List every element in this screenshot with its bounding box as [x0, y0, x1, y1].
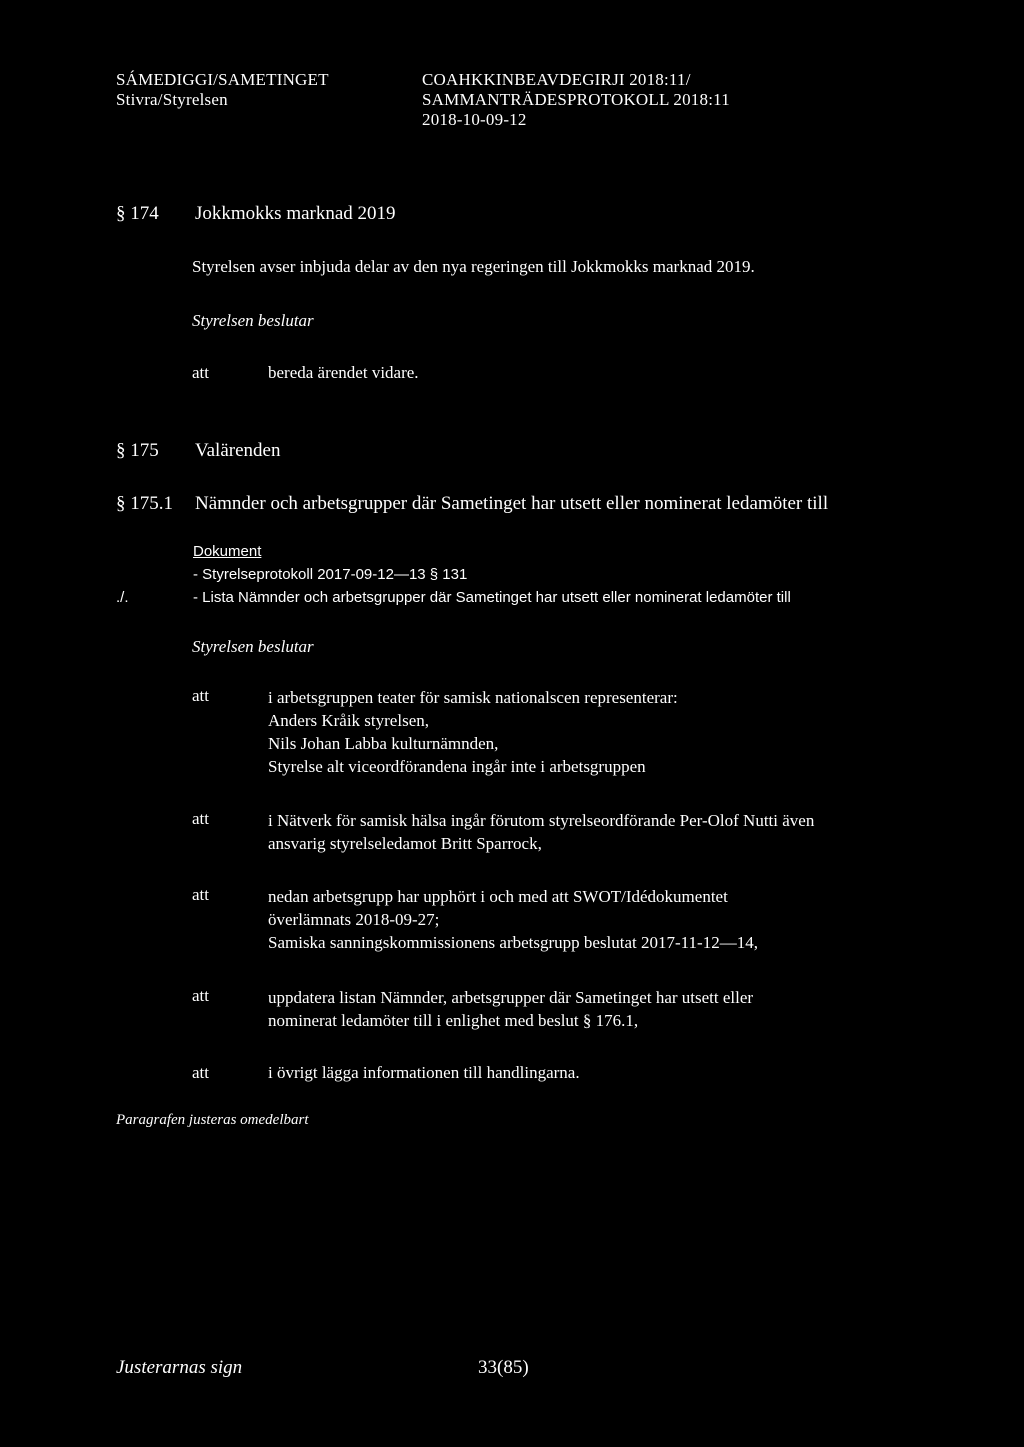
decision-5-line1: i övrigt lägga informationen till handlingarna. [268, 1063, 580, 1082]
documents-label: Dokument [193, 543, 262, 560]
decision-2-att: att [192, 809, 209, 828]
section-174-number: § 174 [116, 203, 159, 224]
decision-1-att: att [192, 686, 209, 705]
decision-1-line4: Styrelse alt viceordförandena ingår inte i arbetsgruppen [268, 757, 646, 776]
section-175-title: Valärenden [195, 440, 281, 461]
section-1751-decision-label: Styrelsen beslutar [192, 637, 314, 656]
header-doc-line1: COAHKKINBEAVDEGIRJI 2018:11/ [422, 70, 691, 89]
header-doc-line2: SAMMANTRÄDESPROTOKOLL 2018:11 [422, 90, 730, 109]
header-org-line1: SÁMEDIGGI/SAMETINGET [116, 70, 329, 89]
section-175-number: § 175 [116, 440, 159, 461]
attachment-mark: ./. [116, 589, 129, 606]
decision-1 [268, 686, 678, 778]
header-org-line2: Stivra/Styrelsen [116, 90, 228, 109]
decision-3-line1: nedan arbetsgrupp har upphört i och med att SWOT/Idédokumentet [268, 887, 728, 906]
decision-4 [268, 986, 753, 1032]
section-1751-number: § 175.1 [116, 493, 173, 514]
decision-3-line3: Samiska sanningskommissionens arbetsgrupp beslutat 2017-11-12—14, [268, 933, 758, 952]
decision-4-line1: uppdatera listan Nämnder, arbetsgrupper där Sametinget har utsett eller [268, 988, 754, 1007]
header-doc-line3: 2018-10-09-12 [422, 110, 527, 129]
document-item-1: - Styrelseprotokoll 2017-09-12—13 § 131 [193, 566, 468, 583]
decision-3-att: att [192, 885, 209, 904]
decision-3 [268, 885, 758, 954]
section-174-decision-label: Styrelsen beslutar [192, 311, 314, 330]
section-174-title: Jokkmokks marknad 2019 [195, 203, 396, 224]
decision-1-line2: Anders Kråik styrelsen, [268, 711, 429, 730]
header-org [116, 70, 329, 110]
decision-2-line1: i Nätverk för samisk hälsa ingår förutom styrelseordförande Per-Olof Nutti även [268, 811, 815, 830]
decision-4-line2: nominerat ledamöter till i enlighet med beslut § 176.1, [268, 1011, 639, 1030]
document-item-2: - Lista Nämnder och arbetsgrupper där Sametinget har utsett eller nominerat ledamöter till [193, 589, 791, 606]
decision-1-line3: Nils Johan Labba kulturnämnden, [268, 734, 499, 753]
decision-1-line1: i arbetsgruppen teater för samisk nationalscen representerar: [268, 688, 678, 707]
paragraph-note: Paragrafen justeras omedelbart [116, 1112, 309, 1128]
section-174-text: Styrelsen avser inbjuda delar av den nya regeringen till Jokkmokks marknad 2019. [192, 257, 755, 276]
section-174-decision: bereda ärendet vidare. [268, 363, 419, 382]
decision-2-line2: ansvarig styrelseledamot Britt Sparrock, [268, 834, 542, 853]
decision-2 [268, 809, 814, 855]
header-doc [422, 70, 730, 130]
section-1751-title: Nämnder och arbetsgrupper där Sametinget har utsett eller nominerat ledamöter till [195, 493, 829, 514]
decision-5-att: att [192, 1063, 209, 1082]
footer-signature-label: Justerarnas sign [116, 1357, 243, 1378]
decision-4-att: att [192, 986, 209, 1005]
section-174-att: att [192, 363, 209, 382]
footer-page-number: 33(85) [478, 1357, 529, 1378]
decision-3-line2: överlämnats 2018-09-27; [268, 910, 440, 929]
